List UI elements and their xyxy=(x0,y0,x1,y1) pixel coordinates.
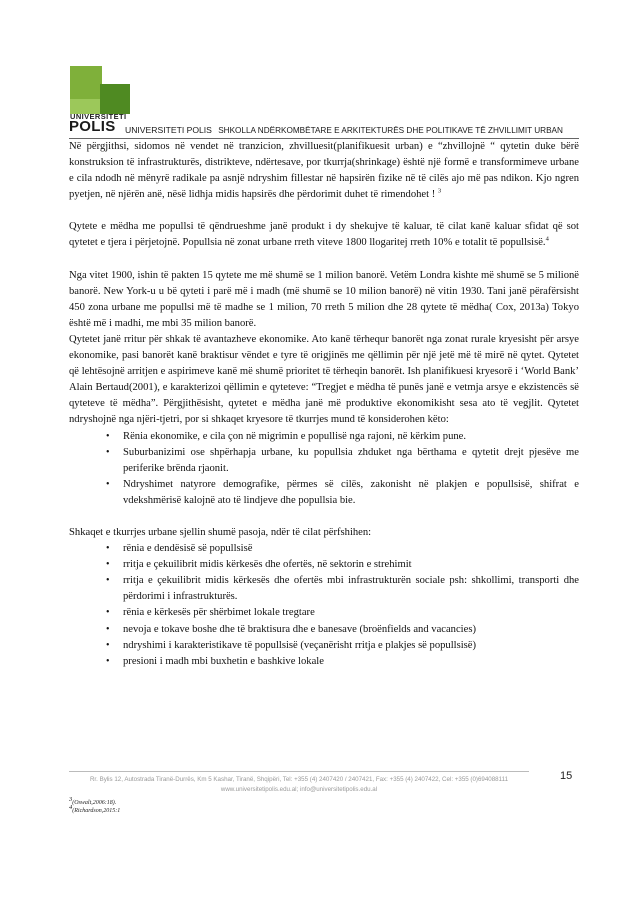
footnote-ref: 3 xyxy=(437,187,442,195)
page-number: 15 xyxy=(560,770,573,782)
university-logo xyxy=(70,66,130,116)
footnote-mark: 4 xyxy=(69,804,73,811)
list-item: • Ndryshimet natyrore demografike, përmes së cilës, zakonisht në plakjen e popullsisë, shifrat e vdekshmërisë kalojnë ato të lindjeve dhe popullsia bie. xyxy=(123,477,579,509)
paragraph-economic-growth: Qytetet janë rritur për shkak të avantazheve ekonomike. Ato kanë tërhequr banorët nga zonat rurale kryesisht për arsye ekonomike, pasi banorët kanë braktisur vëndet e tyre të origjinës me qëllimin për një jetë më të mirë në qytet. Qytetet që lehtësojnë arritjen e aspirimeve kanë më shumë prioritet të tërheqin banorët. Ish planifikuesi kryesorë i ‘World Bank’ Alain Bertaud(2001), e karakterizoi qëllimin e qyteteve: “Tregjet e mëdha të punës janë e vetmja arsye e ekzistencës së qyteteve të mëdha”. Përgjithësisht, qytetet e mëdha janë më produktive ekonomikisht sesa ato të vegjlit. Qytetet ndryshojnë nga njëri-tjetri, por si shkaqet kryesore të tkurrjes mund të konsiderohen këto: xyxy=(69,333,579,426)
footer-address xyxy=(69,775,529,794)
document-body xyxy=(69,139,579,670)
paragraph-transition xyxy=(69,139,579,203)
list-item: • rritja e çekuilibrit midis kërkesës dhe ofertës, në sektorin e strehimit xyxy=(123,557,579,573)
footer-divider xyxy=(69,771,529,772)
footnote-mark: 3 xyxy=(69,796,73,803)
logo-wordmark-small: UNIVERSITETI xyxy=(70,112,127,121)
paragraph-consequences: Shkaqet e tkurrjes urbane sjellin shumë pasoja, ndër të cilat përfshihen: xyxy=(69,526,372,538)
list-item: • nevoja e tokave boshe dhe të braktisura dhe e banesave (broënfields and vacancies) xyxy=(123,622,579,638)
consequences-list xyxy=(69,541,579,670)
logo-square-dark xyxy=(100,84,130,114)
list-item: • ndryshimi i karakteristikave të popullsisë (veçanërisht rritja e plakjes së popullsisë) xyxy=(123,638,579,654)
list-item: • rënia e dendësisë së popullsisë xyxy=(123,541,579,557)
paragraph-text: Qytete e mëdha me popullsi të qëndrueshme janë produkt i dy shekujve të kaluar, të cilat kanë kaluar sfidat që sot qytetet e tjera i përjetojnë. Popullsia në zonat urbane rreth viteve 1800 llogaritej rreth 10% e totalit të popullsisë. xyxy=(69,221,579,249)
paragraph-history: Nga vitet 1900, ishin të pakten 15 qytete me më shumë se 1 milion banorë. Vetëm Londra kishte më shumë se 5 milionë banorë. New York-u u bë qyteti i parë më i madh (më shumë se 10 milion banorë) në vitin 1930. Tani janë përafërsisht 450 zona urbane me popullsi më të madhe se 1 milion, 70 rreth 5 milion dhe 28 qytete të mëdha( Cox, 2013a) Tokyo është më i madhi, me mbi 35 milion banorë. xyxy=(69,269,579,329)
causes-list xyxy=(69,429,579,509)
list-item: • rënia e kërkesës për shërbimet lokale tregtare xyxy=(123,605,579,621)
footer-web-line: www.universitetipolis.edu.al; info@universitetipolis.edu.al xyxy=(220,785,378,793)
logo-square-light xyxy=(70,66,102,101)
list-item: • Suburbanizimi ose shpërhapja urbane, ku popullsia zhduket nga bërthama e qytetit drejt pjesëve me periferike brënda rjaonit. xyxy=(123,445,579,477)
footnote-text: (Oswalt,2006:18). xyxy=(72,800,117,806)
footnote-4 xyxy=(69,804,121,814)
paragraph-text: Në përgjithsi, sidomos në vendet në tranzicion, zhvilluesit(planifikuesit urban) e “zhvillojnë “ qytetin duke bërë konstruksion të infrastrukturës, distrikteve, ndërtesave, por tkurrja(shrinkage) është një formë e transformimeve urbane e cila ndodh në mënyrë radikale pa asnjë ndryshim fillestar në hapsirën fizike në të cilës ajo më pas ndikon. Kjo ngren pyetjen, në njërën anë, nësë lidhja midis hapsirës dhe përdorimit duhet të rimendohet ! xyxy=(69,141,579,201)
paragraph-large-cities xyxy=(69,219,579,251)
list-item: • presioni i madh mbi buxhetin e bashkive lokale xyxy=(123,654,579,670)
footnote-3 xyxy=(69,796,117,806)
footnote-ref: 4 xyxy=(545,235,549,243)
header-school-name: SHKOLLA NDËRKOMBËTARE E ARKITEKTURËS DHE POLITIKAVE TË ZHVILLIMIT URBAN xyxy=(218,126,563,135)
footer-address-line: Rr. Bylis 12, Autostrada Tiranë-Durrës, Km 5 Kashar, Tiranë, Shqipëri, Tel: +355 (4) 2407420 / 2407421, Fax: +355 (4) 2407422, Cel: +355 (0)694088111 xyxy=(89,776,509,783)
list-item: • Rënia ekonomike, e cila çon në migrimin e popullisë nga rajoni, në kërkim pune. xyxy=(123,429,579,445)
footnote-text: (Richardson,2015:1 xyxy=(72,808,121,814)
header-institution-line xyxy=(125,125,563,135)
header-university-name: UNIVERSITETI POLIS xyxy=(125,125,212,135)
logo-wordmark-polis: POLIS xyxy=(69,118,116,135)
list-item: • rritja e çekuilibrit midis kërkesës dhe ofertës mbi infrastrukturën sociale psh: shkollimi, transporti dhe përdorimi i infrastrukturës. xyxy=(123,573,579,605)
